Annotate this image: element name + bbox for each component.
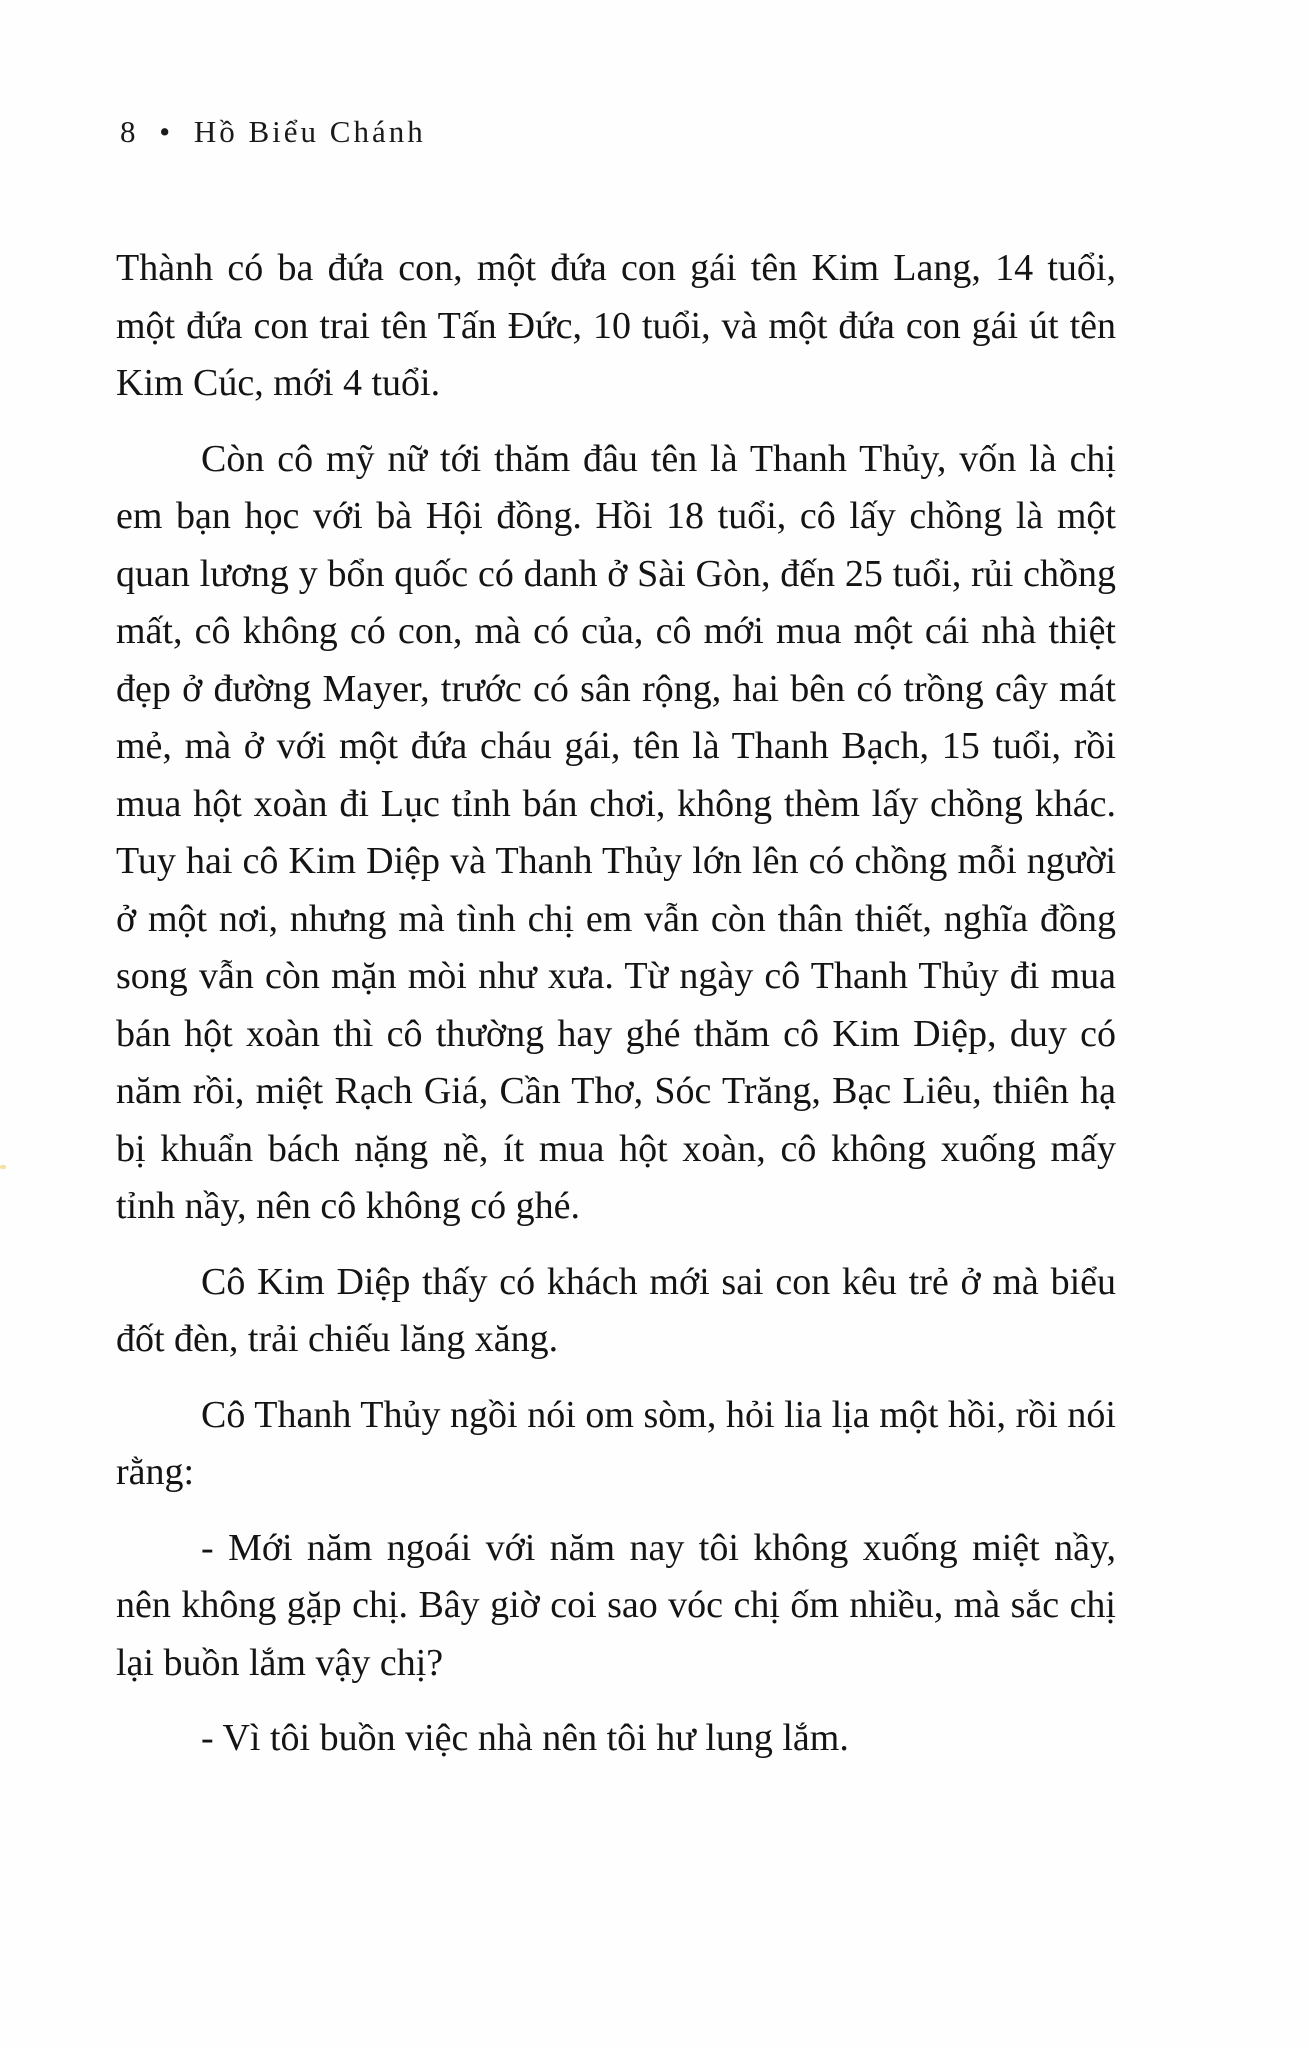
header-separator: • (159, 114, 174, 149)
dialogue-line-question: - Mới năm ngoái với năm nay tôi không xuống miệt nầy, nên không gặp chị. Bây giờ coi sao vóc chị ốm nhiều, mà sắc chị lại buồn lắm vậy chị? (116, 1526, 1116, 1684)
dialogue-line-answer: - Vì tôi buồn việc nhà nên tôi hư lung lắm. (201, 1717, 849, 1759)
page-number: 8 (120, 114, 139, 149)
paragraph-thanh-thuy-speaks: Cô Thanh Thủy ngồi nói om sòm, hỏi lia lịa một hồi, rồi nói rằng: (116, 1393, 1116, 1493)
body-text (116, 240, 1116, 1786)
running-header (120, 114, 426, 150)
author-name: Hồ Biểu Chánh (193, 114, 426, 149)
paragraph-thanh-thuy-intro: Còn cô mỹ nữ tới thăm đâu tên là Thanh Thủy, vốn là chị em bạn học với bà Hội đồng. Hồi 18 tuổi, cô lấy chồng là một quan lương y bổn quốc có danh ở Sài Gòn, đến 25 tuổi, rủi chồng mất, cô không có con, mà có của, cô mới mua một cái nhà thiệt đẹp ở đường Mayer, trước có sân rộng, hai bên có trồng cây mát mẻ, mà ở với một đứa cháu gái, tên là Thanh Bạch, 15 tuổi, rồi mua hột xoàn đi Lục tỉnh bán chơi, không thèm lấy chồng khác. Tuy hai cô Kim Diệp và Thanh Thủy lớn lên có chồng mỗi người ở một nơi, nhưng mà tình chị em vẫn còn thân thiết, nghĩa đồng song vẫn còn mặn mòi như xưa. Từ ngày cô Thanh Thủy đi mua bán hột xoàn thì cô thường hay ghé thăm cô Kim Diệp, duy có năm rồi, miệt Rạch Giá, Cần Thơ, Sóc Trăng, Bạc Liêu, thiên hạ bị khuẩn bách nặng nề, ít mua hột xoàn, cô không xuống mấy tỉnh nầy, nên cô không có ghé. (116, 437, 1116, 1227)
paragraph-kim-diep-welcomes: Cô Kim Diệp thấy có khách mới sai con kêu trẻ ở mà biểu đốt đèn, trải chiếu lăng xăng. (116, 1260, 1116, 1360)
paragraph-continuation: Thành có ba đứa con, một đứa con gái tên Kim Lang, 14 tuổi, một đứa con trai tên Tấn Đức, 10 tuổi, và một đứa con gái út tên Kim Cúc, mới 4 tuổi. (116, 247, 1116, 404)
page-edge-mark (0, 1165, 6, 1169)
